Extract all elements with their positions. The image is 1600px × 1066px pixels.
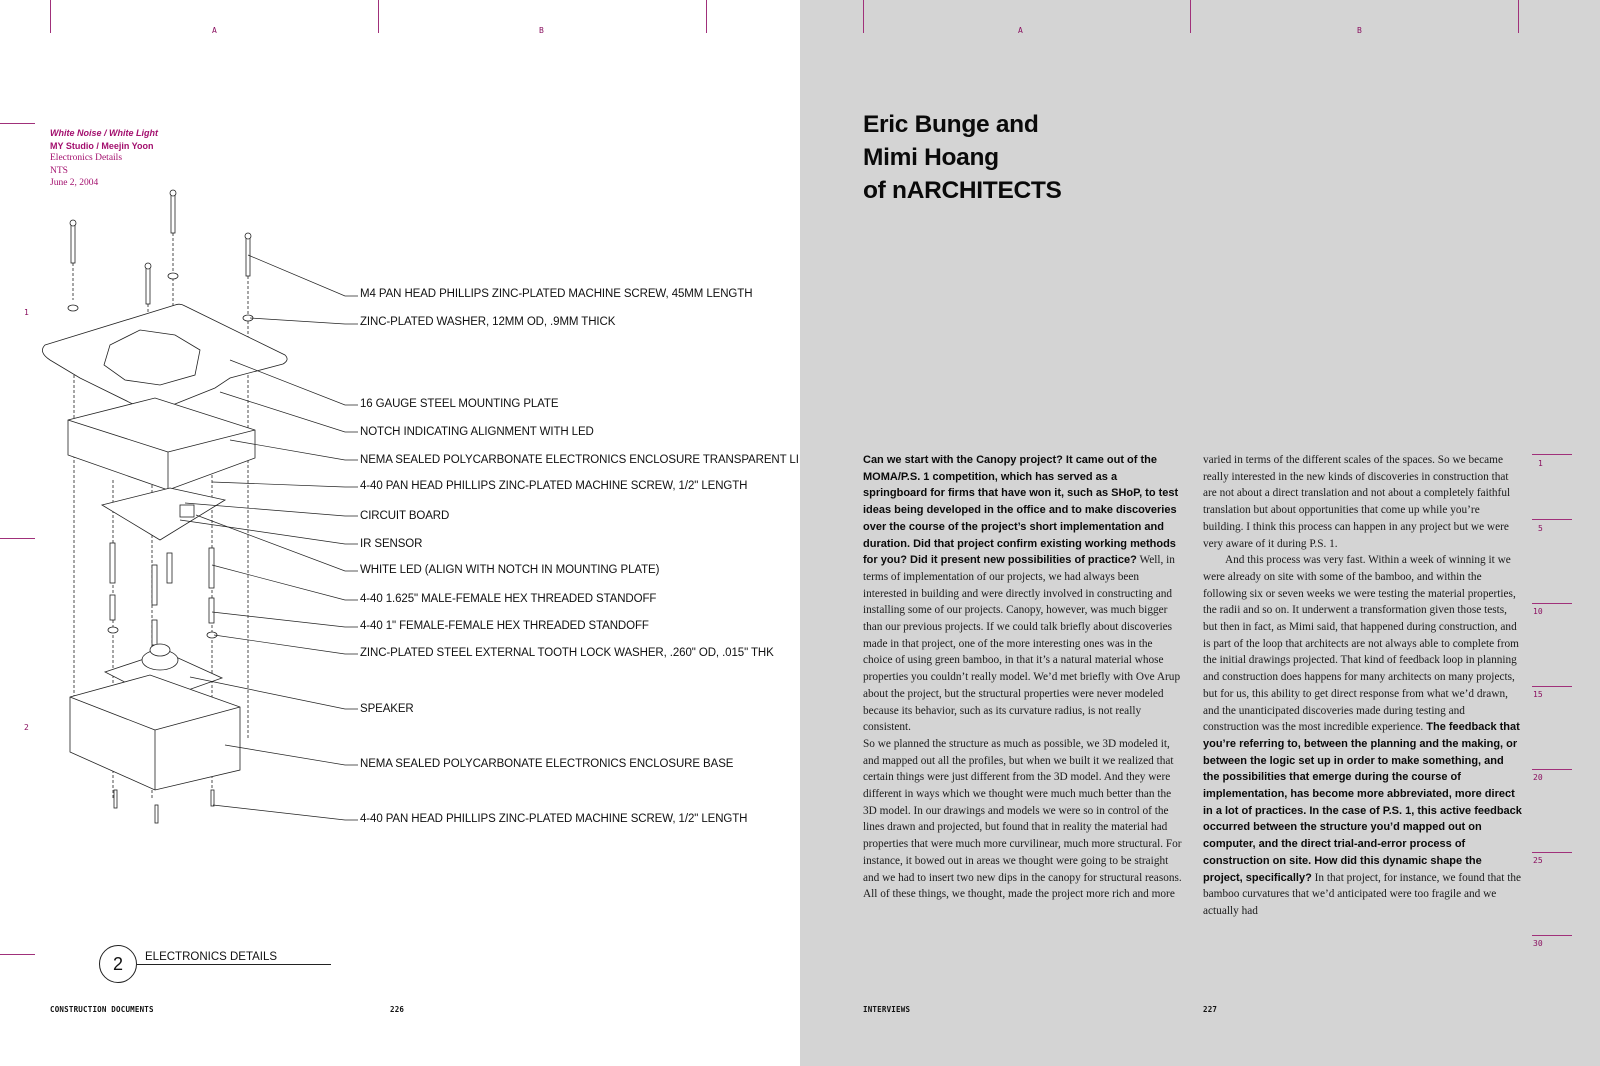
- callout-4-40-screw-top: 4-40 PAN HEAD PHILLIPS ZINC-PLATED MACHINE SCREW, 1/2" LENGTH: [360, 480, 748, 492]
- detail-number: 2: [99, 945, 137, 983]
- grid-row-number: 2: [24, 723, 29, 732]
- callout-4-40-screw-bottom: 4-40 PAN HEAD PHILLIPS ZINC-PLATED MACHINE SCREW, 1/2" LENGTH: [360, 813, 748, 825]
- callout-white-led: WHITE LED (ALIGN WITH NOTCH IN MOUNTING PLATE): [360, 564, 660, 576]
- callout-mounting-plate: 16 GAUGE STEEL MOUNTING PLATE: [360, 398, 559, 410]
- grid-tick: [0, 954, 35, 955]
- sheet-name: Electronics Details: [50, 153, 123, 163]
- line-number: 20: [1533, 773, 1543, 782]
- footer-page-number: 227: [1203, 1005, 1218, 1014]
- grid-column-letter: B: [1357, 26, 1362, 35]
- callout-enclosure-lid: NEMA SEALED POLYCARBONATE ELECTRONICS ENCLOSURE TRANSPARENT LI: [360, 454, 799, 466]
- grid-tick: [1190, 0, 1191, 33]
- text-column-1: [863, 452, 1183, 903]
- line-number: 5: [1538, 524, 1543, 533]
- grid-row-number: 1: [24, 308, 29, 317]
- line-number: 30: [1533, 939, 1543, 948]
- interview-answer: varied in terms of the different scales of the spaces. So we became really interested in the new kinds of discoveries in construction that are not about a direct translation and not about a completely faithful translation but about opportunities that come up while you’re building. I think this process can happen in any project but we were very aware of it during P.S. 1.: [1203, 454, 1511, 550]
- drawing-scale: NTS: [50, 165, 68, 176]
- drawing-date: June 2, 2004: [50, 178, 99, 188]
- headline-line: Eric Bunge and: [863, 111, 1039, 138]
- callout-enclosure-base: NEMA SEALED POLYCARBONATE ELECTRONICS ENCLOSURE BASE: [360, 758, 734, 770]
- project-name: White Noise / White Light: [50, 128, 158, 138]
- grid-column-letter: B: [539, 26, 544, 35]
- exploded-axonometric-drawing: [30, 180, 360, 830]
- interview-answer: In that project, for instance, we found that the bamboo curvatures that we’d anticipated were too fragile and we actually had: [1203, 871, 1522, 917]
- grid-tick: [1532, 686, 1572, 687]
- text-column-2: [1203, 452, 1523, 920]
- line-number: 15: [1533, 690, 1543, 699]
- interview-answer: And this process was very fast. Within a week of winning it we were already on site with some of the bamboo, and within the following six or seven weeks we were testing the material properties, the radii and so on. It underwent a transformation given those tests, but then in fact, as Mimi said, that happened during construction, and is part of the loop that architects are not always able to complete from the initial drawings projected. That kind of feedback loop in planning and construction does happens for many architects on many projects, but for us, this ability to get direct response from what we’d drawn, and the unanticipated discoveries made during testing and construction was the most incredible experience.: [1203, 554, 1519, 734]
- callout-lock-washer: ZINC-PLATED STEEL EXTERNAL TOOTH LOCK WASHER, .260" OD, .015" THK: [360, 647, 774, 659]
- grid-tick: [50, 0, 51, 33]
- grid-column-letter: A: [1018, 26, 1023, 35]
- line-number: 10: [1533, 607, 1543, 616]
- footer-page-number: 226: [390, 1005, 405, 1014]
- grid-tick: [378, 0, 379, 33]
- grid-tick: [1532, 769, 1572, 770]
- interview-question: Can we start with the Canopy project? It came out of the MOMA/P.S. 1 competition, which has served as a springboard for firms that have won it, such as SHoP, to test ideas being developed in the office and to make discoveries over the course of the project’s short implementation and duration. Did that project confirm existing working methods for you? Did it present new possibilities of practice?: [863, 454, 1179, 567]
- screw-icon: [70, 190, 251, 304]
- grid-column-letter: A: [212, 26, 217, 35]
- grid-tick: [1532, 935, 1572, 936]
- grid-tick: [706, 0, 707, 33]
- grid-tick: [863, 0, 864, 33]
- grid-tick: [0, 123, 35, 124]
- grid-tick: [1532, 519, 1572, 520]
- callout-notch: NOTCH INDICATING ALIGNMENT WITH LED: [360, 426, 594, 438]
- callout-circuit-board: CIRCUIT BOARD: [360, 510, 450, 522]
- callout-m4-screw: M4 PAN HEAD PHILLIPS ZINC-PLATED MACHINE SCREW, 45MM LENGTH: [360, 288, 753, 300]
- grid-tick: [1518, 0, 1519, 33]
- footer-section: CONSTRUCTION DOCUMENTS: [50, 1005, 154, 1014]
- callout-female-female-standoff: 4-40 1" FEMALE-FEMALE HEX THREADED STANDOFF: [360, 620, 649, 632]
- grid-tick: [1532, 603, 1572, 604]
- interview-question: The feedback that you’re referring to, between the planning and the making, or between the logic set up in order to make something, and the possibilities that emerge during the course of implementation, has become more abbreviated, more direct in a lot of practices. In the case of P.S. 1, this active feedback occurred between the structure you’d mapped out on computer, and the direct trial-and-error process of construction on site. How did this dynamic shape the project, specifically?: [1203, 721, 1522, 884]
- grid-tick: [1532, 454, 1572, 455]
- detail-underline: [137, 964, 331, 965]
- callout-ir-sensor: IR SENSOR: [360, 538, 423, 550]
- line-number: 1: [1538, 459, 1543, 468]
- interview-answer: Well, in terms of implementation of our projects, we had always been interested in building and were directly involved in constructing and installing some of our projects. Canopy, however, was much bigger than our previous projects. If we could talk briefly about discoveries made in that project, one of the more interesting ones was in the choice of using green bamboo, in that it’s a natural material whose properties you couldn’t really model. We’d met briefly with Ove Arup about the project, but the structural properties were never modeled because its behavior, such as its curvature radius, is not really consistent.: [863, 554, 1181, 734]
- grid-tick: [1532, 852, 1572, 853]
- callout-male-female-standoff: 4-40 1.625" MALE-FEMALE HEX THREADED STANDOFF: [360, 593, 657, 605]
- studio-name: MY Studio / Meejin Yoon: [50, 140, 154, 151]
- headline-line: Mimi Hoang: [863, 144, 999, 171]
- interview-headline: [863, 108, 1062, 207]
- callout-speaker: SPEAKER: [360, 703, 414, 715]
- footer-section: INTERVIEWS: [863, 1005, 911, 1014]
- line-number: 25: [1533, 856, 1543, 865]
- interview-answer: So we planned the structure as much as possible, we 3D modeled it, and mapped out all the profiles, but when we built it we realized that certain things were just different from the 3D model. And they were different in ways which we thought were much much better than the 3D model. In our drawings and models we were so in control of the lines drawn and projected, but found that in reality the material had properties that were much more curvilinear, much more structural. For instance, it bowed out in areas we thought were going to be straight and we had to insert two new dips in the canopy for structural reasons. All of these things, we thought, made the project more rich and more: [863, 737, 1182, 901]
- detail-title: ELECTRONICS DETAILS: [145, 951, 278, 963]
- headline-line: of nARCHITECTS: [863, 177, 1062, 204]
- callout-washer: ZINC-PLATED WASHER, 12MM OD, .9MM THICK: [360, 316, 616, 328]
